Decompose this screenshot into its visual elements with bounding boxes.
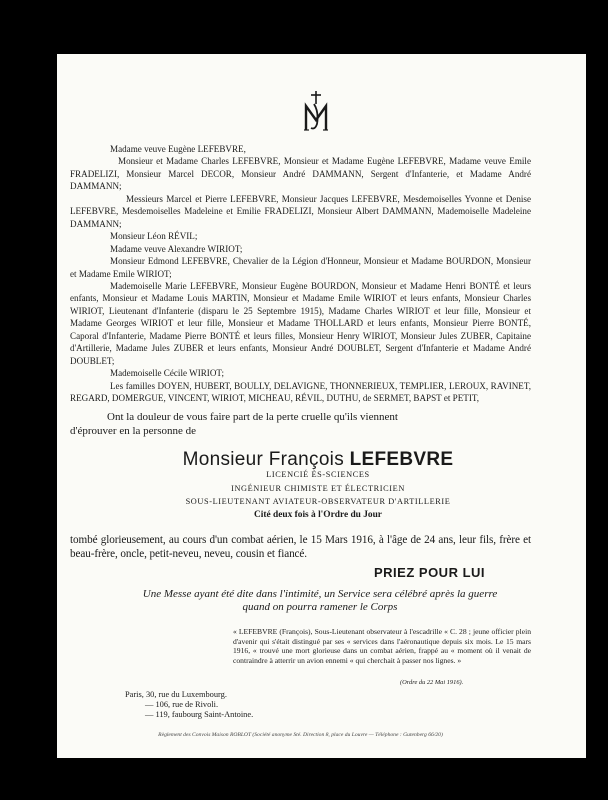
order-date: (Ordre du 22 Mai 1916). xyxy=(400,679,464,686)
family-entry: Mademoiselle Marie LEFEBVRE, Monsieur Eugène BOURDON, Monsieur et Madame Henri BONTÉ et leurs enfants, Monsieur et Madame Louis MARTIN, Monsieur et Madame Emile WIRIOT et leurs enfants, Monsieur Charles WIRIOT, Lieutenant d'Infanterie (disparu le 25 Septembre 1915), Madame Charles WIRIOT et leur fille, Monsieur et Madame Georges WIRIOT et leur fille, Monsieur et Madame THOLLARD et leurs enfants, Monsieur Pierre BONTÉ, Caporal d'Infanterie, Madame Pierre BONTÉ et leurs filles, Monsieur Henry WIRIOT, Monsieur Jules ZUBER, Capitaine d'Artillerie, Madame Jules ZUBER et leurs enfants, Monsieur André DOUBLET, Sergent d'Infanterie et Madame André DOUBLET; xyxy=(70,280,531,366)
jm-monogram-icon xyxy=(303,90,329,132)
family-entry: Monsieur Edmond LEFEBVRE, Chevalier de la Légion d'Honneur, Monsieur et Madame BOURDON, Monsieur et Madame Emile WIRIOT; xyxy=(70,256,531,279)
family-entry: Les familles DOYEN, HUBERT, BOULLY, DELAVIGNE, THONNERIEUX, TEMPLIER, LEROUX, RAVINET, REGARD, DOMERGUE, VINCENT, WIRIOT, MICHEAU, RÉVIL, DUTHU, de SERMET, BAPST et PETIT, xyxy=(70,380,531,404)
mass-notice xyxy=(100,588,540,614)
deceased-first-name: Monsieur François xyxy=(182,449,345,470)
priez-pour-lui: PRIEZ POUR LUI xyxy=(374,565,486,580)
announcement-line-1: Ont la douleur de vous faire part de la perte cruelle qu'ils viennent xyxy=(107,411,398,423)
announcement-line-2: d'éprouver en la personne de xyxy=(70,425,196,437)
deceased-name xyxy=(70,449,566,471)
mass-notice-line-1: Une Messe ayant été dite dans l'intimité, un Service sera célébré après la guerre xyxy=(142,588,498,600)
title-line: LICENCIÉ ÈS-SCIENCES xyxy=(266,470,370,479)
family-entry: Madame veuve Eugène LEFEBVRE, xyxy=(110,144,246,154)
address-line: Paris, 30, rue du Luxembourg. xyxy=(125,690,227,699)
family-entry: Messieurs Marcel et Pierre LEFEBVRE, Monsieur Jacques LEFEBVRE, Mesdemoiselles Yvonne et Denise LEFEBVRE, Mesdemoiselles Madeleine et Emilie FRADELIZI, Monsieur Albert DAMMANN, Mademoiselle Madeleine DAMMANN; xyxy=(70,193,531,229)
deceased-last-name: LEFEBVRE xyxy=(349,449,454,470)
quote-text: « LEFEBVRE (François), Sous-Lieutenant observateur à l'escadrille « C. 28 ; jeune officier plein d'avenir qui s'était distingué par ses « services dans l'aéronautique depuis six mois. Le 15 mars 1916, « trouvé une mort glorieuse dans un combat aérien, frappé au « moment où il venait de contraindre à atterrir un avion ennemi « qui cherchait à passer nos lignes. » xyxy=(233,627,531,665)
citation: Cité deux fois à l'Ordre du Jour xyxy=(254,510,382,520)
title-line: INGÉNIEUR CHIMISTE ET ÉLECTRICIEN xyxy=(231,484,405,493)
addresses xyxy=(125,690,253,721)
military-citation-quote xyxy=(233,627,531,665)
family-entry: Monsieur Léon RÉVIL; xyxy=(110,231,198,242)
family-list xyxy=(70,143,531,405)
family-entry: Monsieur et Madame Charles LEFEBVRE, Monsieur et Madame Eugène LEFEBVRE, Madame veuve Emile FRADELIZI, Monsieur Marcel DECOR, Monsieur André DAMMANN, Sergent d'Infanterie, et Madame André DAMMANN; xyxy=(70,156,531,192)
family-entry: Madame veuve Alexandre WIRIOT; xyxy=(110,243,243,254)
printer-footer: Règlement des Convois Maison ROBLOT (Société anonyme Sté. Direction 8, place du Louvre — Téléphone : Gutenberg 66/20) xyxy=(158,732,443,738)
address-line: — 106, rue de Rivoli. xyxy=(145,700,219,710)
family-entry: Mademoiselle Cécile WIRIOT; xyxy=(110,368,224,379)
death-statement: tombé glorieusement, au cours d'un combat aérien, le 15 Mars 1916, à l'âge de 24 ans, leur fils, frère et beau-frère, oncle, petit-neveu, neveu, cousin et fiancé. xyxy=(70,534,531,560)
title-line: SOUS-LIEUTENANT AVIATEUR-OBSERVATEUR D'ARTILLERIE xyxy=(185,497,451,506)
mass-notice-line-2: quand on pourra ramener le Corps xyxy=(242,601,398,613)
address-line: — 119, faubourg Saint-Antoine. xyxy=(145,710,254,720)
